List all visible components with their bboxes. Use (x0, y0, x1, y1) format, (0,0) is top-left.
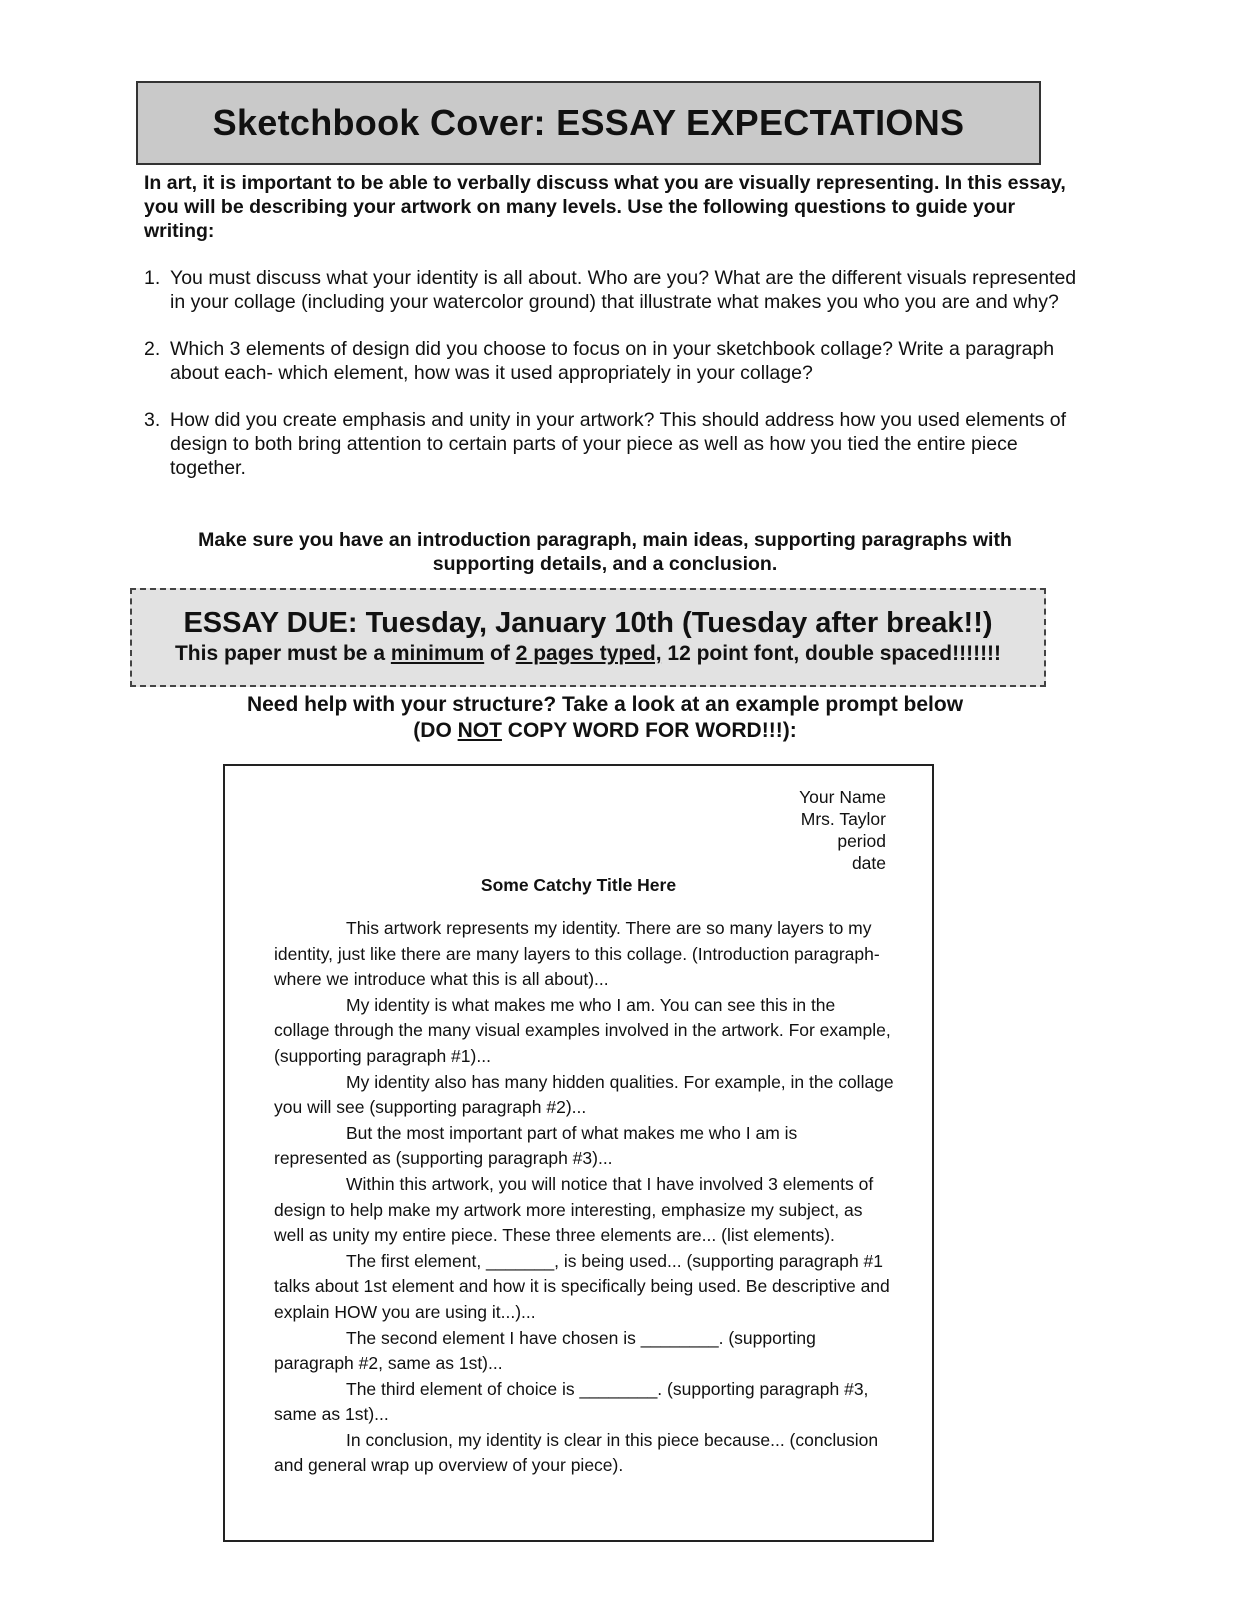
essay-header-block (799, 786, 886, 874)
question-number: 3. (144, 409, 161, 431)
header-teacher: Mrs. Taylor (800, 809, 886, 829)
example-paragraph: But the most important part of what makes me who I am is represented as (supporting paragraph #3)... (274, 1122, 798, 1169)
question-text: Which 3 elements of design did you choose to focus on in your sketchbook collage? Write a paragraph about each- which element, how was it used appropriately in your collage? (170, 338, 1055, 384)
intro-text: In art, it is important to be able to verbally discuss what you are visually representing. In this essay, you will be describing your artwork on many levels. Use the following questions to guide your writing: (144, 172, 1066, 242)
due-date-box (130, 588, 1046, 687)
due-date-title: ESSAY DUE: Tuesday, January 10th (Tuesday after break!!) (183, 607, 993, 639)
help-line-2 (150, 718, 1060, 744)
due-requirements-text: 12 point font, double spaced!!!!!!! (661, 642, 1002, 665)
help-line-2-text: COPY WORD FOR WORD!!!): (501, 719, 797, 742)
question-item (144, 408, 1084, 480)
example-paragraphs (274, 916, 894, 1479)
help-heading (150, 692, 1060, 744)
question-list (144, 266, 1084, 503)
example-paragraph: In conclusion, my identity is clear in this piece because... (conclusion and general wrap up overview of your piece). (274, 1429, 879, 1476)
due-pages-underlined: 2 pages typed, (515, 642, 662, 665)
example-paragraph: Within this artwork, you will notice that I have involved 3 elements of design to help make my artwork more interesting, emphasize my subject, as well as unity my entire piece. These three elements are... (list elements). (274, 1173, 874, 1246)
example-paragraph: The first element, _______, is being used... (supporting paragraph #1 talks about 1st element and how it is specifically being used. Be descriptive and explain HOW you are using it...)... (274, 1250, 890, 1322)
header-period: period (837, 831, 886, 851)
question-item (144, 266, 1084, 314)
example-essay-title: Some Catchy Title Here (480, 875, 677, 895)
question-item (144, 337, 1084, 385)
question-text: You must discuss what your identity is all about. Who are you? What are the different visuals represented in your collage (including your watercolor ground) that illustrate what makes you who you are and why? (170, 267, 1077, 313)
question-text: How did you create emphasis and unity in your artwork? This should address how you used elements of design to both bring attention to certain parts of your piece as well as how you tied the entire piece together. (170, 409, 1067, 479)
structure-reminder: Make sure you have an introduction paragraph, main ideas, supporting paragraphs with supporting details, and a conclusion. (198, 529, 1012, 575)
example-paragraph: The third element of choice is ________. (supporting paragraph #3, same as 1st)... (274, 1378, 869, 1425)
example-paragraph: My identity is what makes me who I am. You can see this in the collage through the many visual examples involved in the artwork. For example, (supporting paragraph #1)... (274, 994, 891, 1066)
header-date: date (851, 853, 886, 873)
example-paragraph: The second element I have chosen is ________. (supporting paragraph #2, same as 1st)... (274, 1327, 816, 1374)
due-requirements (132, 641, 1044, 667)
help-not-underlined: NOT (457, 719, 502, 742)
example-paragraph: This artwork represents my identity. There are so many layers to my identity, just like there are many layers to this collage. (Introduction paragraph- where we introduce what this is all about)... (274, 918, 880, 990)
due-minimum-underlined: minimum (390, 642, 485, 665)
title-banner (136, 81, 1041, 165)
example-essay-box (223, 764, 934, 1542)
example-paragraph: My identity also has many hidden qualities. For example, in the collage you will see (supporting paragraph #2)... (274, 1071, 894, 1118)
due-requirements-text: This paper must be a (174, 642, 391, 665)
question-number: 1. (144, 267, 161, 289)
page-title: Sketchbook Cover: ESSAY EXPECTATIONS (212, 102, 965, 143)
header-your-name: Your Name (799, 787, 886, 807)
help-line-1: Need help with your structure? Take a look at an example prompt below (246, 693, 964, 716)
help-line-2-text: (DO (413, 719, 458, 742)
due-requirements-text: of (484, 642, 516, 665)
question-number: 2. (144, 338, 161, 360)
